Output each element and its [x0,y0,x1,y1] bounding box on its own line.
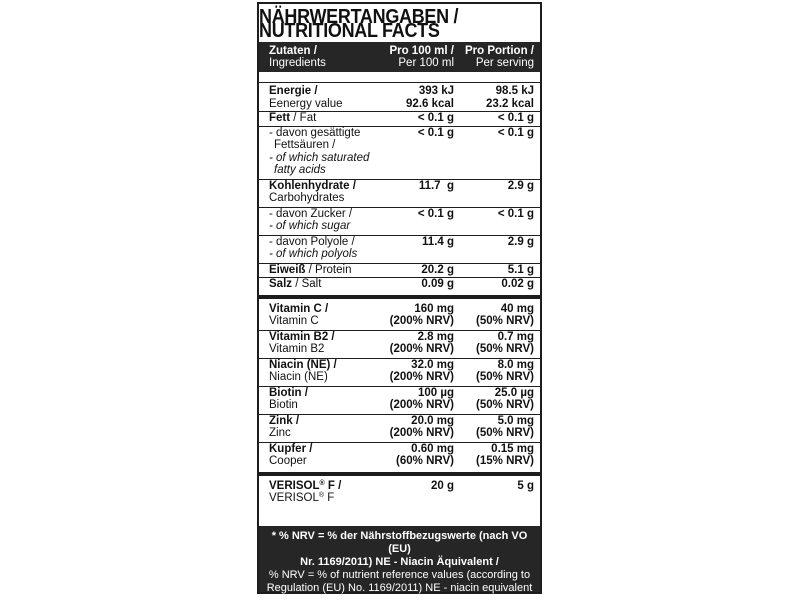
header-per-100ml [379,45,454,70]
zinc-label-de: Zink / [269,414,300,427]
verisol-label-de-suffix: F / [324,479,342,492]
salt-serving: 0.02 g [501,278,534,290]
zinc-serving-nrv: (50% NRV) [476,427,534,439]
row-carbohydrates [259,180,540,205]
header-per-100ml-en: Per 100 ml [398,57,454,69]
vitb2-100-nrv: (200% NRV) [389,343,454,355]
row-vitamin-b2 [259,331,540,356]
niacin-100: 32.0 mg [411,358,454,371]
sugar-serving: < 0.1 g [497,207,534,220]
sugar-label-de: - davon Zucker / [269,207,353,220]
verisol-label-de: VERISOL [269,479,320,492]
sugar-100: < 0.1 g [417,207,454,220]
copper-label-de: Kupfer / [269,442,313,455]
niacin-100-nrv: (200% NRV) [389,371,454,383]
zinc-serving: 5.0 mg [497,414,534,427]
energy-100-kj: 393 kJ [418,85,454,97]
copper-serving-nrv: (15% NRV) [476,455,534,467]
niacin-label-en: Niacin (NE) [269,371,328,383]
header-per-serving-de: Pro Portion / [465,44,534,57]
sat-label-2: Fettsäuren / [274,139,336,151]
copper-100-nrv: (60% NRV) [396,455,454,467]
verisol-reg-mark-en: ® [318,492,325,499]
polyol-serving: 2.9 g [507,235,534,248]
copper-serving: 0.15 mg [491,442,534,455]
polyol-100: 11.4 g [422,235,454,248]
verisol-label-en: VERISOL [269,492,319,504]
row-verisol [259,480,540,505]
biotin-serving: 25.0 µg [494,386,534,399]
vitc-label-en: Vitamin C [269,315,319,327]
row-vitamin-c [259,303,540,328]
biotin-100-nrv: (200% NRV) [389,399,454,411]
nutrition-label [257,2,542,594]
biotin-100: 100 µg [417,386,454,399]
vitb2-label-en: Vitamin B2 [269,343,325,355]
sat-100: < 0.1 g [417,126,454,139]
zinc-100: 20.0 mg [411,414,454,427]
header-per-serving [454,45,540,70]
protein-label-de: Eiweiß [269,263,306,276]
niacin-label-de: Niacin (NE) / [269,358,337,371]
table-header [259,42,540,72]
carb-label-de: Kohlenhydrate / [269,179,356,192]
niacin-serving: 8.0 mg [497,358,534,371]
polyol-label-en: - of which polyols [269,248,358,260]
polyol-label-de: - davon Polyole / [269,235,355,248]
salt-label-de: Salz [269,278,293,290]
carb-label-en: Carbohydrates [269,192,345,204]
sat-label-4: fatty acids [274,164,326,176]
vitb2-serving: 0.7 mg [497,330,534,343]
copper-100: 0.60 mg [411,442,454,455]
row-polyols [259,236,540,261]
sugar-label-en: - of which sugar [269,220,351,232]
protein-label-en: / Protein [305,263,352,276]
energy-label-en: Eenergy value [269,97,343,110]
vitc-100: 160 mg [414,302,454,315]
header-per-100ml-de: Pro 100 ml / [389,44,454,57]
energy-serving-kj: 98.5 kJ [495,85,534,97]
vitc-serving: 40 mg [500,302,534,315]
verisol-serving: 5 g [517,479,534,492]
sat-serving: < 0.1 g [497,126,534,139]
energy-100-kcal: 92.6 kcal [406,97,454,110]
footnote-line-3: % NRV = % of nutrient reference values (according to [268,569,531,581]
zinc-100-nrv: (200% NRV) [389,427,454,439]
biotin-label-de: Biotin / [269,386,308,399]
salt-100: 0.09 g [421,278,454,290]
protein-serving: 5.1 g [507,263,534,276]
protein-100: 20.2 g [421,263,454,276]
vitb2-label-de: Vitamin B2 / [269,330,335,343]
fat-label-en: / Fat [290,112,317,124]
verisol-reg-mark: ® [319,479,325,487]
vitc-100-nrv: (200% NRV) [389,315,454,327]
biotin-serving-nrv: (50% NRV) [476,399,534,411]
vitc-label-de: Vitamin C / [269,302,329,315]
header-ingredients-de: Zutaten / [269,44,317,57]
label-title: NÄHRWERTANGABEN / NUTRITIONAL FACTS [259,4,459,42]
energy-label-de: Energie / [269,85,318,97]
carb-serving: 2.9 g [507,179,534,192]
footnote [259,526,540,592]
row-sugar [259,208,540,233]
header-ingredients [259,45,379,70]
verisol-label-en-suffix: F [324,492,335,504]
row-saturated [259,127,540,177]
carb-100: 11.7 g [418,179,454,192]
row-biotin [259,387,540,412]
salt-label-en: / Salt [292,278,322,290]
vitc-serving-nrv: (50% NRV) [476,315,534,327]
copper-label-en: Cooper [269,455,307,467]
row-salt [259,278,540,291]
fat-label-de: Fett [269,112,291,124]
row-copper [259,443,540,468]
vitb2-serving-nrv: (50% NRV) [476,343,534,355]
sat-label-1: - davon gesättigte [269,126,361,139]
zinc-label-en: Zinc [269,427,291,439]
footnote-line-4: Regulation (EU) No. 1169/2011) NE - niacin equivalent [266,582,533,594]
energy-serving-kcal: 23.2 kcal [486,97,534,110]
sat-label-3: - of which saturated [269,151,370,164]
vitb2-100: 2.8 mg [417,330,454,343]
fat-100: < 0.1 g [417,112,454,124]
niacin-serving-nrv: (50% NRV) [476,371,534,383]
header-per-serving-en: Per serving [475,57,534,69]
header-ingredients-en: Ingredients [269,57,326,69]
row-energy [259,83,540,110]
biotin-label-en: Biotin [269,399,298,411]
row-niacin [259,359,540,384]
footnote-line-2: Nr. 1169/2011) NE - Niacin Äquivalent / [300,556,499,568]
verisol-100: 20 g [430,479,454,492]
row-fat [259,112,540,125]
row-zinc [259,415,540,440]
fat-serving: < 0.1 g [497,112,534,124]
footnote-line-1: * % NRV = % der Nährstoffbezugswerte (nach VO (EU) [271,530,528,555]
row-protein [259,264,540,277]
